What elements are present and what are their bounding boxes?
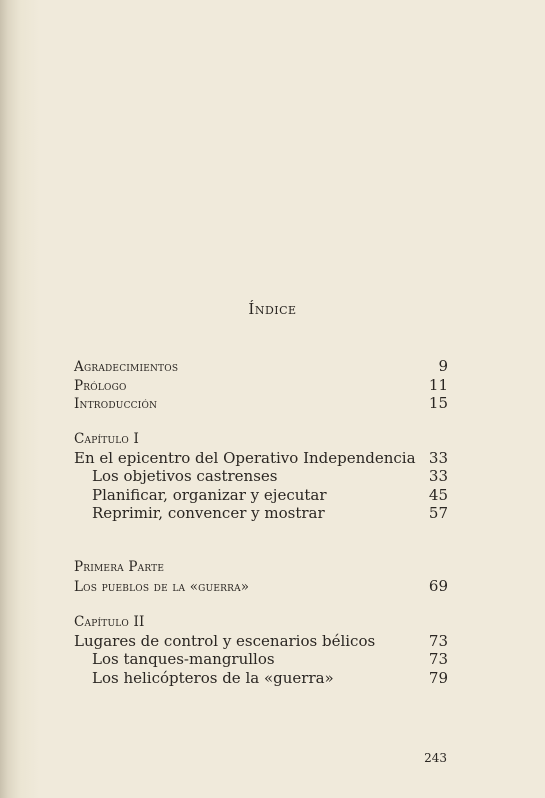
toc-group-chapter-1 (74, 430, 448, 523)
toc-subentry (74, 669, 448, 688)
toc-subentry-label: Planificar, organizar y ejecutar (92, 485, 327, 504)
part-heading (74, 558, 448, 577)
toc-subentry-label: Los tanques-mangrullos (92, 650, 275, 668)
toc-subentry (74, 467, 448, 486)
toc-subentry-page: 73 (428, 650, 448, 668)
toc-subentry (74, 650, 448, 669)
toc-subentry (74, 504, 448, 523)
toc-subentry-page: 45 (428, 485, 448, 504)
part-heading-label: Primera Parte (74, 559, 165, 575)
part-title-label: Los pueblos de la «guerra» (74, 578, 250, 595)
chapter-title-label: Lugares de control y escenarios bélicos (74, 631, 376, 650)
toc-entry-label: Introducción (74, 396, 158, 412)
toc-entry-page: 9 (438, 357, 448, 375)
toc-entry (74, 394, 448, 413)
toc-subentry-label: Los helicópteros de la «guerra» (92, 668, 334, 687)
toc-entry-page: 11 (428, 375, 448, 394)
toc-subentry (74, 486, 448, 505)
toc-subentry-page: 57 (428, 504, 448, 522)
page-number: 243 (424, 751, 447, 765)
chapter-title-page: 33 (428, 448, 448, 467)
toc-group-front-matter (74, 357, 448, 413)
chapter-title-page: 73 (428, 631, 448, 650)
toc-subentry-label: Reprimir, convencer y mostrar (92, 504, 325, 522)
toc-group-part-1 (74, 558, 448, 595)
toc-subentry-page: 33 (428, 467, 448, 485)
toc-entry-label: Agradecimientos (74, 359, 179, 375)
toc-group-chapter-2 (74, 613, 448, 687)
toc-entry-label: Prólogo (74, 377, 127, 394)
part-title-page: 69 (428, 576, 448, 595)
toc-entry (74, 357, 448, 376)
toc-entry (74, 376, 448, 395)
chapter-heading-label: Capítulo II (74, 614, 145, 630)
chapter-heading (74, 613, 448, 632)
page-title: Índice (248, 300, 297, 318)
chapter-heading-label: Capítulo I (74, 431, 140, 447)
toc-entry-page: 15 (428, 394, 448, 412)
toc-subentry-label: Los objetivos castrenses (92, 467, 278, 485)
chapter-heading (74, 430, 448, 449)
chapter-title-label: En el epicentro del Operativo Independencia (74, 448, 416, 467)
chapter-title-entry (74, 632, 448, 651)
chapter-title-entry (74, 449, 448, 468)
toc-subentry-page: 79 (428, 668, 448, 687)
part-title-entry (74, 577, 448, 596)
